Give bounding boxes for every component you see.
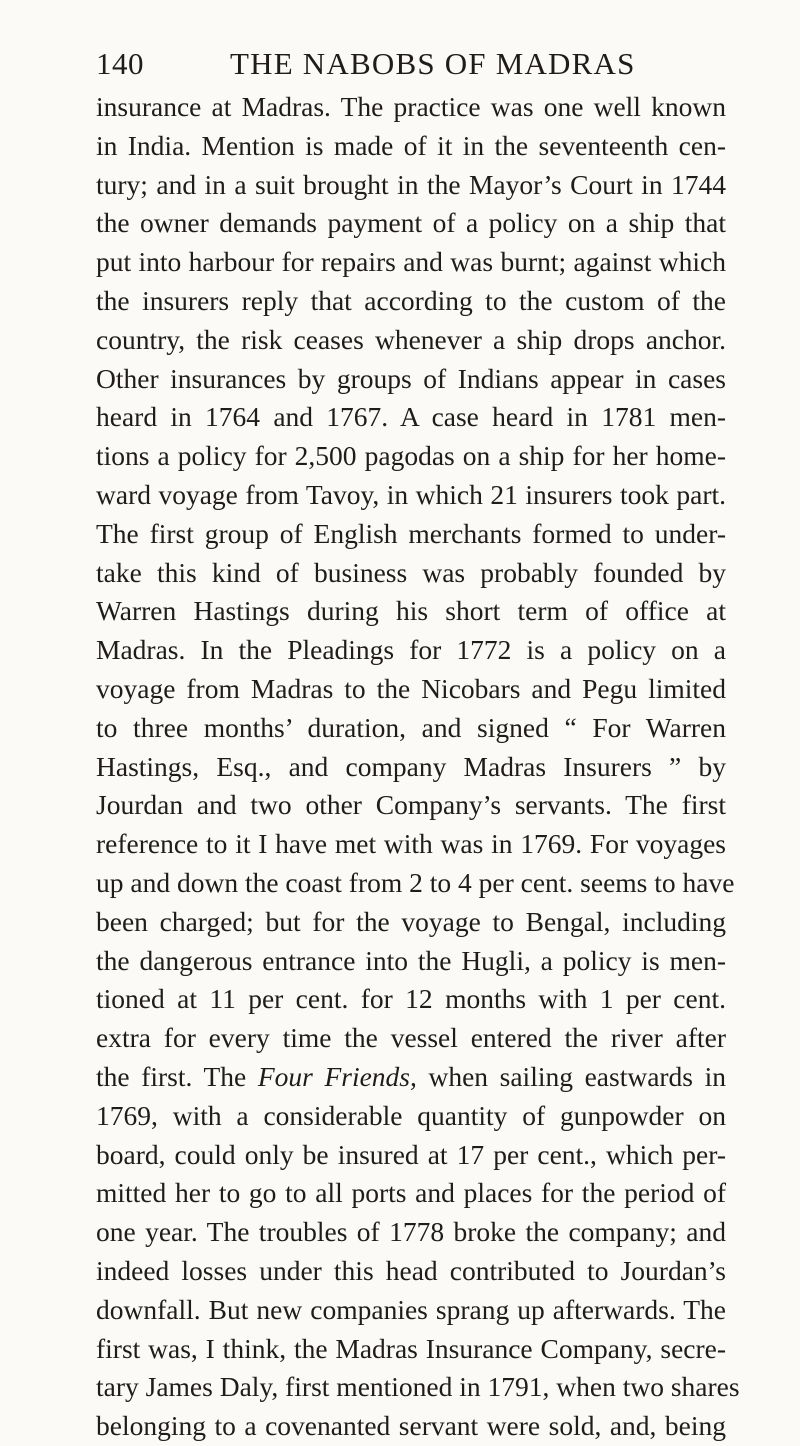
text-line: Warren Hastings during his short term of office at	[96, 595, 726, 627]
text-line: reference to it I have met with was in 1769. For voyages	[96, 828, 726, 860]
text-line: Other insurances by groups of Indians appear in cases	[96, 362, 726, 394]
text-line: country, the risk ceases whenever a ship drops anchor.	[96, 323, 726, 355]
text-line: indeed losses under this head contributed to Jourdan’s	[96, 1254, 726, 1286]
text-line-with-italic	[96, 1058, 726, 1097]
text-line: Hastings, Esq., and company Madras Insurers ” by	[96, 750, 726, 782]
text-line: board, could only be insured at 17 per cent., which per-	[96, 1138, 726, 1170]
text-line: extra for every time the vessel entered the river after	[96, 1022, 726, 1054]
text-line: up and down the coast from 2 to 4 per cent. seems to have	[96, 866, 735, 898]
italic-ship-name: Four Friends,	[257, 1060, 417, 1092]
text-line: 1769, with a considerable quantity of gunpowder on	[96, 1099, 726, 1131]
text-line: The first group of English merchants formed to under-	[96, 517, 726, 549]
text-line: put into harbour for repairs and was burnt; against which	[96, 246, 726, 278]
page-number: 140	[96, 46, 144, 81]
text-line: the owner demands payment of a policy on a ship that	[96, 207, 726, 239]
text-line: first was, I think, the Madras Insurance Company, secre-	[96, 1332, 726, 1364]
text-line: been charged; but for the voyage to Bengal, including	[96, 905, 726, 937]
text-line: downfall. But new companies sprang up afterwards. The	[96, 1293, 726, 1325]
body-paragraph	[96, 88, 740, 1446]
text-line: to three months’ duration, and signed “ For Warren	[96, 711, 726, 743]
text-line: heard in 1764 and 1767. A case heard in 1781 men-	[96, 401, 726, 433]
text-line: the insurers reply that according to the custom of the	[96, 284, 726, 316]
text-line: one year. The troubles of 1778 broke the company; and	[96, 1216, 726, 1248]
text-line: tary James Daly, first mentioned in 1791, when two shares	[96, 1371, 740, 1403]
text-line: belonging to a covenanted servant were sold, and, being	[96, 1410, 726, 1442]
text-line: ward voyage from Tavoy, in which 21 insurers took part.	[96, 478, 726, 510]
page-header	[96, 44, 726, 84]
text-line: Jourdan and two other Company’s servants. The first	[96, 789, 726, 821]
text-line: Madras. In the Pleadings for 1772 is a policy on a	[96, 634, 726, 666]
text-line: tions a policy for 2,500 pagodas on a ship for her home-	[96, 440, 726, 472]
text-line: take this kind of business was probably founded by	[96, 556, 726, 588]
text-line: tury; and in a suit brought in the Mayor’s Court in 1744	[96, 168, 726, 200]
text-line: in India. Mention is made of it in the seventeenth cen-	[96, 129, 726, 161]
text-line: voyage from Madras to the Nicobars and Pegu limited	[96, 672, 726, 704]
text-fragment: when sailing eastwards in	[428, 1060, 727, 1092]
text-line: mitted her to go to all ports and places for the period of	[96, 1177, 726, 1209]
text-line: insurance at Madras. The practice was one well known	[96, 91, 726, 122]
running-title: THE NABOBS OF MADRAS	[230, 46, 636, 81]
text-fragment: the first. The	[96, 1060, 247, 1092]
text-line: the dangerous entrance into the Hugli, a policy is men-	[96, 944, 726, 976]
text-line: tioned at 11 per cent. for 12 months with 1 per cent.	[96, 983, 726, 1015]
